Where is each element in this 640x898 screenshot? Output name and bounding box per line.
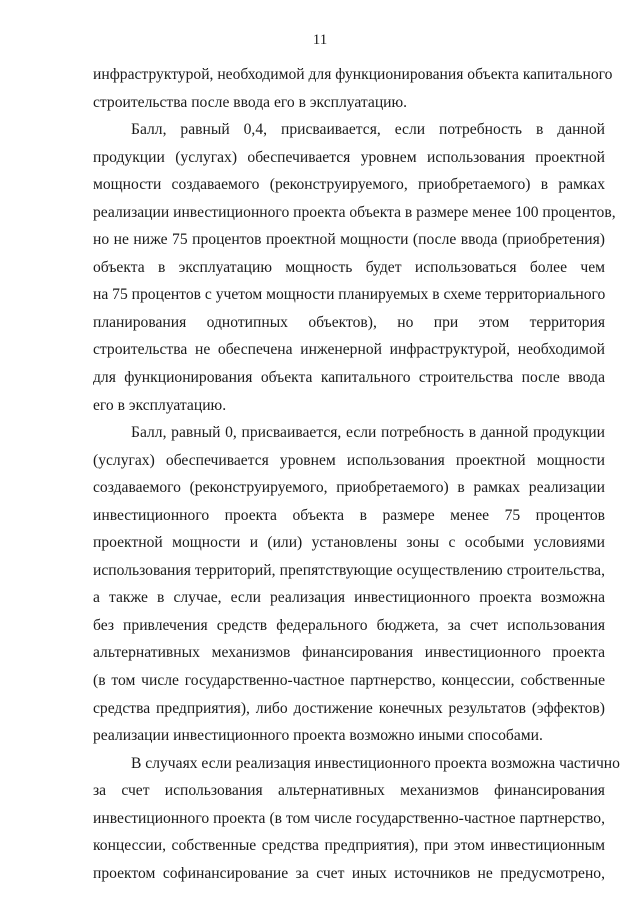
body-text xyxy=(93,61,620,887)
text-line: без привлечения средств федерального бюджета, за счет использования xyxy=(93,616,605,634)
paragraph-start-line: Балл, равный 0,4, присваивается, если потребность в данной xyxy=(131,121,605,139)
text-line: продукции (услугах) обеспечивается уровнем использования проектной xyxy=(93,148,605,166)
text-line: строительства после ввода его в эксплуатацию. xyxy=(93,93,408,111)
text-line: (в том числе государственно-частное партнерство, концессии, собственные xyxy=(93,672,605,690)
text-line: но не ниже 75 процентов проектной мощности (после ввода (приобретения) xyxy=(93,231,605,249)
text-line: альтернативных механизмов финансирования инвестиционного проекта xyxy=(93,644,605,662)
text-line: проектной мощности и (или) установлены зоны с особыми условиями xyxy=(93,534,605,552)
text-line: мощности создаваемого (реконструируемого, приобретаемого) в рамках xyxy=(93,176,605,194)
text-line: строительства не обеспечена инженерной инфраструктурой, необходимой xyxy=(93,341,605,359)
text-line: создаваемого (реконструируемого, приобретаемого) в рамках реализации xyxy=(93,479,605,497)
text-line: за счет использования альтернативных механизмов финансирования xyxy=(93,782,605,800)
text-line: (услугах) обеспечивается уровнем использования проектной мощности xyxy=(93,451,605,469)
paragraph-start-line: Балл, равный 0, присваивается, если потребность в данной продукции xyxy=(131,424,605,442)
paragraph-start-line: В случаях если реализация инвестиционного проекта возможна частично xyxy=(131,754,620,772)
text-line: его в эксплуатацию. xyxy=(93,396,227,414)
text-line: на 75 процентов с учетом мощности планируемых в схеме территориального xyxy=(93,286,606,304)
text-line: а также в случае, если реализация инвестиционного проекта возможна xyxy=(93,589,605,607)
text-line: инфраструктурой, необходимой для функционирования объекта капитального xyxy=(93,66,613,83)
page-number: 11 xyxy=(312,32,328,48)
text-line: для функционирования объекта капитального строительства после ввода xyxy=(93,369,605,387)
text-line: средства предприятия), либо достижение конечных результатов (эффектов) xyxy=(93,699,605,717)
text-line: концессии, собственные средства предприятия), при этом инвестиционным xyxy=(93,837,605,855)
text-line: реализации инвестиционного проекта возможно иными способами. xyxy=(93,727,543,745)
text-line: инвестиционного проекта объекта в размере менее 75 процентов xyxy=(93,506,605,524)
text-line: реализации инвестиционного проекта объекта в размере менее 100 процентов, xyxy=(93,203,616,221)
text-line: использования территорий, препятствующие осуществлению строительства, xyxy=(93,561,605,579)
text-line: проектом софинансирование за счет иных источников не предусмотрено, xyxy=(93,864,605,882)
text-line: объекта в эксплуатацию мощность будет использоваться более чем xyxy=(93,258,605,276)
text-line: планирования однотипных объектов), но при этом территория xyxy=(93,313,605,331)
text-line: инвестиционного проекта (в том числе государственно-частное партнерство, xyxy=(93,809,605,827)
